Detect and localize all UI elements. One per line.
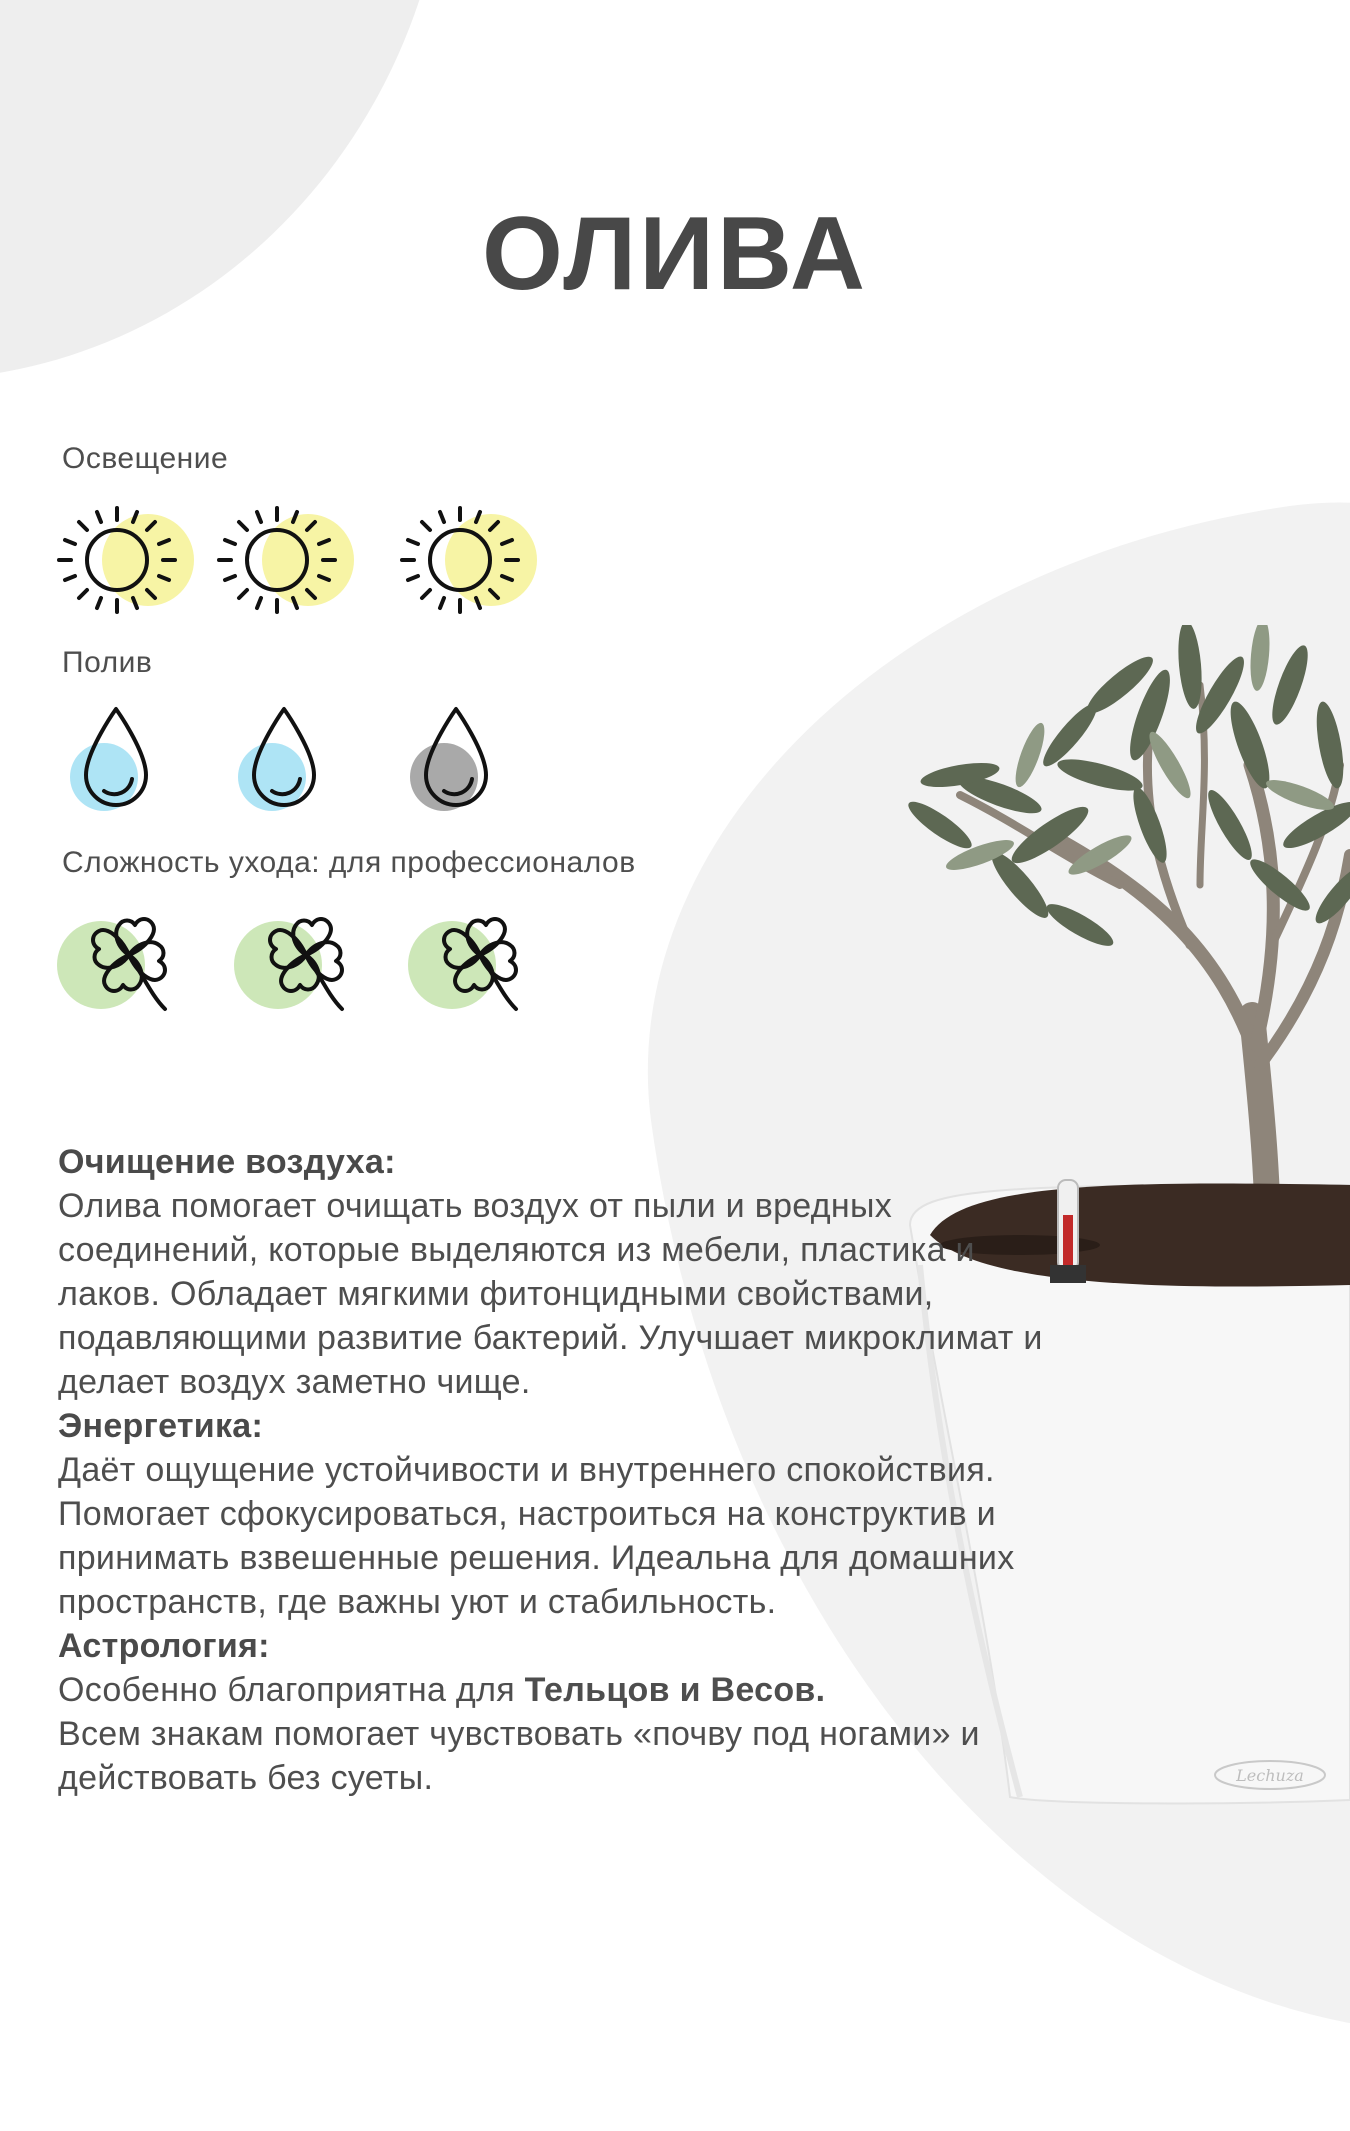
- watering-label: Полив: [62, 646, 153, 679]
- background-shape-top: [0, 0, 450, 380]
- clover-icon: [406, 905, 536, 1015]
- astro-body-suffix: Всем знакам помогает чувствовать «почву под ногами» и действовать без суеты.: [58, 1715, 980, 1797]
- astro-body: [58, 1668, 1058, 1800]
- energy-heading: Энергетика:: [58, 1407, 264, 1445]
- astro-signs: Тельцов и Весов.: [524, 1671, 826, 1709]
- sun-icon: [398, 500, 543, 620]
- water-drop-icon: [230, 705, 330, 815]
- air-heading: Очищение воздуха:: [58, 1143, 396, 1181]
- description: [58, 1140, 1058, 1800]
- clover-icon: [232, 905, 362, 1015]
- page-title: ОЛИВА: [481, 196, 869, 312]
- clover-icon: [55, 905, 185, 1015]
- sun-icon: [55, 500, 200, 620]
- pot-brand-logo: Lechuza: [1236, 1766, 1304, 1785]
- lighting-label: Освещение: [62, 442, 229, 475]
- care-label: Сложность ухода: для профессионалов: [62, 846, 636, 879]
- sun-icon: [215, 500, 360, 620]
- astro-body-prefix: Особенно благоприятна для: [58, 1671, 525, 1709]
- water-drop-icon: [62, 705, 162, 815]
- water-drop-icon: [402, 705, 502, 815]
- energy-body: Даёт ощущение устойчивости и внутреннего спокойствия. Помогает сфокусироваться, настроиться на конструктив и принимать взвешенные решения. Идеальна для домашних пространств, где важны уют и стабильность.: [58, 1451, 1015, 1621]
- air-body: Олива помогает очищать воздух от пыли и вредных соединений, которые выделяются из мебели, пластика и лаков. Обладает мягкими фитонцидными свойствами, подавляющими развитие бактерий. Улучшает микроклимат и делает воздух заметно чище.: [58, 1187, 1043, 1401]
- astro-heading: Астрология:: [58, 1627, 270, 1665]
